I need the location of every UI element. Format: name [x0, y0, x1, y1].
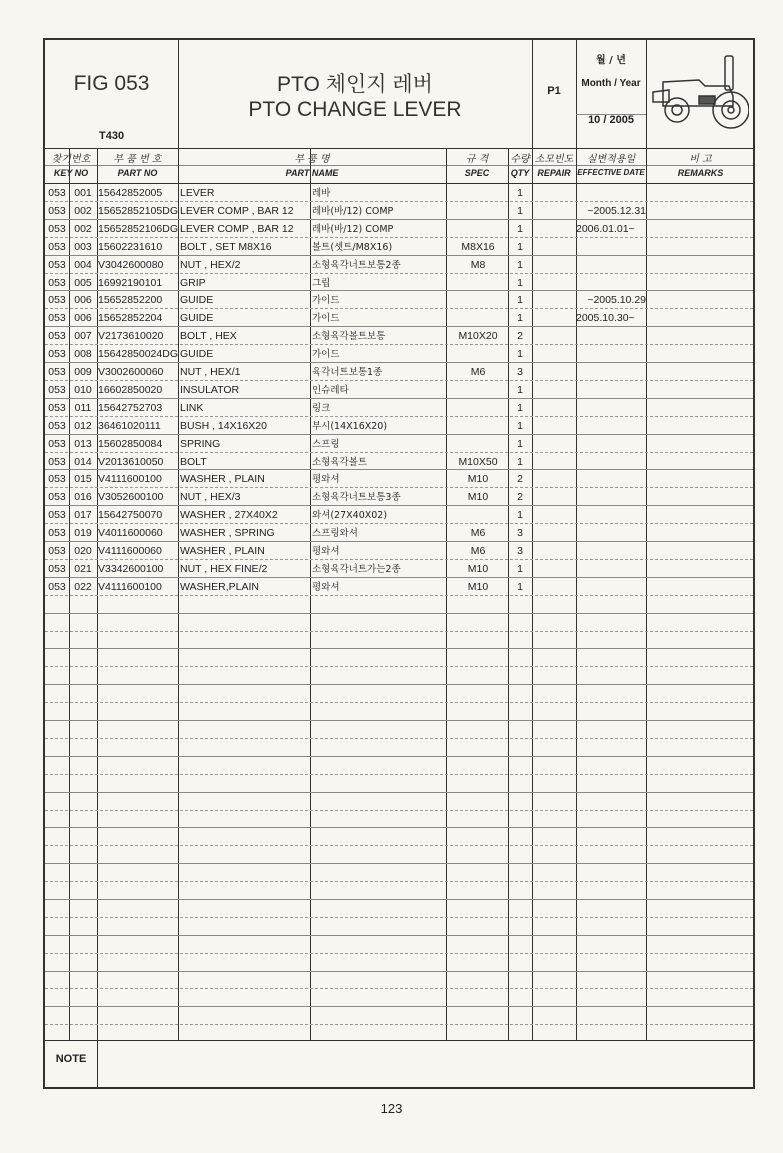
- table-cell-fig: 053: [48, 563, 66, 575]
- table-cell-fig: 053: [48, 545, 66, 557]
- table-cell-name_en: BUSH , 14X16X20: [180, 420, 267, 432]
- h-line: [45, 1024, 753, 1025]
- table-cell-qty: 3: [517, 527, 523, 539]
- table-cell-key: 006: [74, 294, 92, 306]
- h-line: [45, 1040, 753, 1041]
- header-remarks-en: REMARKS: [677, 168, 724, 178]
- table-cell-name_en: WASHER , 27X40X2: [180, 509, 278, 521]
- table-cell-name_en: WASHER , SPRING: [180, 527, 275, 539]
- table-cell-part: V4111600100: [98, 581, 162, 593]
- header-qty-en: QTY: [510, 168, 530, 178]
- table-cell-qty: 3: [517, 366, 523, 378]
- table-cell-eff: [576, 543, 646, 560]
- table-cell-name_ko: 인슈레타: [312, 385, 349, 396]
- h-line: [45, 326, 753, 327]
- table-cell-key: 021: [74, 563, 92, 575]
- table-cell-eff: [576, 579, 646, 596]
- month-year-label-ko: 월 / 년: [596, 55, 626, 66]
- table-cell-qty: 1: [517, 438, 523, 450]
- table-cell-key: 022: [74, 581, 92, 593]
- header-repair-en: REPAIR: [537, 168, 571, 178]
- table-cell-fig: 053: [48, 294, 66, 306]
- table-cell-part: V4011600060: [98, 527, 163, 539]
- table-cell-eff: [576, 561, 646, 578]
- table-cell-qty: 3: [517, 545, 523, 557]
- table-cell-name_ko: 부시(14X16X20): [312, 421, 388, 432]
- page-number: 123: [380, 1101, 403, 1116]
- h-line: [45, 720, 753, 721]
- table-cell-name_ko: 소형육각너트보통2종: [312, 260, 401, 271]
- table-cell-part: 15642752703: [98, 402, 163, 414]
- header-spec-en: SPEC: [464, 168, 490, 178]
- table-cell-name_en: WASHER , PLAIN: [180, 473, 265, 485]
- table-cell-qty: 1: [517, 581, 523, 593]
- table-cell-part: 15642750070: [98, 509, 163, 521]
- h-line: [45, 452, 753, 453]
- h-line: [45, 899, 753, 900]
- table-cell-fig: 053: [48, 491, 66, 503]
- table-cell-part: V3052600100: [98, 491, 164, 503]
- table-cell-spec: M6: [470, 366, 486, 378]
- table-cell-spec: M10: [467, 491, 489, 503]
- table-cell-name_ko: 스프링: [312, 439, 340, 450]
- table-cell-name_ko: 소형육각볼트보통: [312, 331, 386, 342]
- table-cell-eff: ~2005.10.29: [587, 294, 646, 306]
- table-cell-fig: 053: [48, 205, 66, 217]
- header-key-ko: 찾기번호: [51, 154, 91, 165]
- h-line: [45, 380, 753, 381]
- note-label: NOTE: [55, 1053, 87, 1065]
- table-cell-key: 001: [74, 187, 92, 199]
- h-line: [45, 290, 753, 291]
- header-repair-ko: 소모빈도: [534, 154, 574, 165]
- h-line: [45, 792, 753, 793]
- v-line: [576, 40, 577, 148]
- table-cell-eff: [576, 382, 646, 399]
- h-line: [45, 344, 753, 345]
- h-line: [45, 666, 753, 667]
- h-line: [45, 469, 753, 470]
- table-cell-eff: [576, 418, 646, 435]
- table-cell-name_ko: 육각너트보통1종: [312, 367, 383, 378]
- table-cell-eff: [576, 364, 646, 381]
- header-part-ko: 부 품 번 호: [113, 154, 162, 165]
- table-cell-name_ko: 소형육각볼트: [312, 457, 368, 468]
- header-name-en: PART NAME: [285, 168, 339, 178]
- table-cell-name_ko: 가이드: [312, 295, 340, 306]
- month-year-value: 10 / 2005: [588, 114, 634, 126]
- table-cell-eff: [576, 346, 646, 363]
- fig-number: FIG 053: [73, 72, 150, 95]
- sheet-page: P1: [547, 85, 561, 97]
- h-line: [45, 273, 753, 274]
- header-eff-en: EFFECTIVE DATE: [577, 168, 645, 177]
- table-cell-key: 003: [74, 241, 92, 253]
- h-line: [45, 201, 753, 202]
- h-line: [45, 648, 753, 649]
- h-line: [576, 114, 646, 115]
- table-cell-eff: [576, 400, 646, 417]
- h-line: [45, 863, 753, 864]
- header-remarks-ko: 비 고: [689, 154, 712, 165]
- table-cell-qty: 1: [517, 420, 523, 432]
- table-cell-fig: 053: [48, 473, 66, 485]
- table-cell-key: 012: [74, 420, 92, 432]
- table-cell-fig: 053: [48, 187, 66, 199]
- table-cell-spec: M10: [467, 581, 489, 593]
- table-cell-qty: 2: [517, 473, 523, 485]
- table-cell-fig: 053: [48, 527, 66, 539]
- table-cell-name_en: BOLT , SET M8X16: [180, 241, 272, 253]
- h-line: [45, 505, 753, 506]
- table-cell-qty: 1: [517, 563, 523, 575]
- h-line: [45, 1006, 753, 1007]
- h-line: [45, 398, 753, 399]
- h-line: [45, 237, 753, 238]
- table-cell-key: 006: [74, 312, 92, 324]
- table-cell-key: 005: [74, 277, 92, 289]
- table-cell-name_ko: 평와셔: [312, 474, 340, 485]
- header-eff-ko: 실변적용일: [586, 154, 636, 165]
- table-cell-name_en: BOLT , HEX: [180, 330, 237, 342]
- table-cell-name_ko: 와셔(27X40X02): [312, 510, 388, 521]
- h-line: [45, 487, 753, 488]
- table-cell-spec: [448, 185, 508, 202]
- table-cell-part: 15652852204: [98, 312, 163, 324]
- h-line: [45, 738, 753, 739]
- h-line: [45, 684, 753, 685]
- table-cell-eff: [576, 507, 646, 524]
- table-cell-part: 15652852105DG: [98, 205, 178, 217]
- table-cell-eff: [576, 525, 646, 542]
- parts-sheet: [43, 38, 755, 1089]
- h-line: [45, 827, 753, 828]
- table-cell-qty: 1: [517, 277, 523, 289]
- table-cell-qty: 1: [517, 402, 523, 414]
- table-cell-qty: 1: [517, 348, 523, 360]
- table-cell-key: 008: [74, 348, 92, 360]
- h-line: [45, 935, 753, 936]
- h-line: [45, 219, 753, 220]
- table-cell-name_en: GUIDE: [180, 312, 214, 324]
- table-cell-spec: [448, 382, 508, 399]
- h-line: [45, 577, 753, 578]
- table-cell-eff: [576, 257, 646, 274]
- table-cell-spec: [448, 400, 508, 417]
- table-cell-spec: M6: [470, 545, 486, 557]
- table-cell-qty: 1: [517, 509, 523, 521]
- table-cell-name_en: NUT , HEX FINE/2: [180, 563, 268, 575]
- table-cell-name_ko: 레바: [312, 188, 331, 199]
- table-cell-part: 15602850084: [98, 438, 163, 450]
- table-cell-eff: [576, 185, 646, 202]
- table-cell-name_ko: 가이드: [312, 313, 340, 324]
- table-cell-key: 010: [74, 384, 92, 396]
- table-cell-key: 009: [74, 366, 92, 378]
- header-key-en: KEY NO: [53, 168, 89, 178]
- table-cell-name_en: NUT , HEX/1: [180, 366, 241, 378]
- table-cell-fig: 053: [48, 420, 66, 432]
- table-cell-fig: 053: [48, 509, 66, 521]
- h-line: [45, 631, 753, 632]
- h-line: [45, 541, 753, 542]
- table-cell-key: 016: [74, 491, 92, 503]
- table-cell-qty: 2: [517, 491, 523, 503]
- table-cell-fig: 053: [48, 402, 66, 414]
- table-cell-eff: [576, 489, 646, 506]
- table-cell-name_ko: 가이드: [312, 349, 340, 360]
- table-cell-part: 16602850020: [98, 384, 163, 396]
- tractor-icon: [649, 52, 749, 132]
- table-cell-qty: 2: [517, 330, 523, 342]
- table-cell-spec: [448, 436, 508, 453]
- table-cell-qty: 1: [517, 294, 523, 306]
- table-cell-fig: 053: [48, 456, 66, 468]
- table-cell-name_en: SPRING: [180, 438, 221, 450]
- header-part-en: PART NO: [117, 168, 158, 178]
- table-cell-name_ko: 스프링와셔: [312, 528, 358, 539]
- table-cell-spec: M10X50: [458, 456, 498, 468]
- table-cell-eff: ~2005.12.31: [587, 205, 646, 217]
- table-cell-eff: [576, 328, 646, 345]
- table-cell-part: V2013610050: [98, 456, 164, 468]
- table-cell-spec: M6: [470, 527, 486, 539]
- table-cell-spec: M10X20: [458, 330, 498, 342]
- table-cell-eff: 2005.10.30~: [576, 312, 635, 324]
- table-cell-name_ko: 소형육각너트보통3종: [312, 492, 401, 503]
- table-cell-spec: [448, 346, 508, 363]
- table-cell-part: V4111600060: [98, 545, 162, 557]
- table-cell-name_en: GUIDE: [180, 294, 214, 306]
- table-cell-qty: 1: [517, 384, 523, 396]
- table-cell-key: 002: [74, 205, 92, 217]
- h-line: [45, 756, 753, 757]
- table-cell-fig: 053: [48, 366, 66, 378]
- v-line: [646, 40, 647, 148]
- table-cell-fig: 053: [48, 277, 66, 289]
- v-line: [532, 40, 533, 148]
- h-line: [45, 559, 753, 560]
- h-line: [45, 416, 753, 417]
- table-cell-part: 16992190101: [98, 277, 163, 289]
- table-cell-eff: [576, 239, 646, 256]
- table-cell-spec: [448, 507, 508, 524]
- h-line: [45, 702, 753, 703]
- table-cell-name_en: WASHER , PLAIN: [180, 545, 265, 557]
- table-cell-qty: 1: [517, 312, 523, 324]
- table-cell-spec: M8: [470, 259, 486, 271]
- header-spec-ko: 규 격: [465, 154, 489, 165]
- table-cell-part: 15642852005: [98, 187, 163, 199]
- table-cell-key: 019: [74, 527, 92, 539]
- h-line: [45, 255, 753, 256]
- table-cell-key: 004: [74, 259, 92, 271]
- v-line: [97, 1040, 98, 1089]
- h-line: [45, 434, 753, 435]
- table-cell-qty: 1: [517, 259, 523, 271]
- table-cell-name_en: GRIP: [180, 277, 206, 289]
- table-cell-name_en: LEVER COMP , BAR 12: [180, 205, 294, 217]
- table-cell-part: V2173610020: [98, 330, 164, 342]
- table-cell-spec: [448, 203, 508, 220]
- table-cell-name_en: LINK: [180, 402, 204, 414]
- table-cell-fig: 053: [48, 223, 66, 235]
- table-cell-name_ko: 그립: [312, 278, 331, 289]
- table-cell-fig: 053: [48, 330, 66, 342]
- table-cell-part: V3042600080: [98, 259, 164, 271]
- header-name-ko: 부 품 명: [294, 154, 330, 165]
- h-line: [45, 595, 753, 596]
- table-cell-key: 017: [74, 509, 92, 521]
- table-cell-name_en: LEVER COMP , BAR 12: [180, 223, 294, 235]
- table-cell-name_en: NUT , HEX/2: [180, 259, 241, 271]
- h-line: [45, 953, 753, 954]
- table-cell-name_en: WASHER,PLAIN: [180, 581, 259, 593]
- table-cell-name_ko: 평와셔: [312, 582, 340, 593]
- table-cell-name_ko: 평와셔: [312, 546, 340, 557]
- title-korean: PTO 체인지 레버: [277, 73, 433, 96]
- table-cell-fig: 053: [48, 259, 66, 271]
- h-line: [45, 613, 753, 614]
- table-cell-spec: [448, 292, 508, 309]
- table-cell-qty: 1: [517, 205, 523, 217]
- table-cell-eff: [576, 436, 646, 453]
- table-cell-part: 15602231610: [98, 241, 163, 253]
- table-cell-fig: 053: [48, 241, 66, 253]
- table-cell-name_en: NUT , HEX/3: [180, 491, 241, 503]
- table-cell-spec: [448, 310, 508, 327]
- h-line: [45, 845, 753, 846]
- table-cell-eff: 2006.01.01~: [576, 223, 635, 235]
- table-cell-part: V3342600100: [98, 563, 164, 575]
- table-cell-qty: 1: [517, 241, 523, 253]
- table-cell-qty: 1: [517, 187, 523, 199]
- table-cell-name_en: LEVER: [180, 187, 215, 199]
- table-cell-part: 36461020111: [98, 420, 161, 432]
- table-cell-key: 002: [74, 223, 92, 235]
- table-cell-qty: 1: [517, 456, 523, 468]
- table-cell-part: 15652852106DG: [98, 223, 178, 235]
- table-cell-spec: M8X16: [461, 241, 495, 253]
- table-cell-eff: [576, 471, 646, 488]
- table-cell-key: 007: [74, 330, 92, 342]
- table-cell-name_en: INSULATOR: [180, 384, 240, 396]
- h-line: [45, 917, 753, 918]
- table-cell-fig: 053: [48, 348, 66, 360]
- table-cell-part: V4111600100: [98, 473, 162, 485]
- table-cell-part: 15652852200: [98, 294, 163, 306]
- table-cell-fig: 053: [48, 312, 66, 324]
- table-cell-name_ko: 레바(바/12) COMP: [312, 224, 394, 235]
- h-line: [45, 308, 753, 309]
- title-english: PTO CHANGE LEVER: [248, 98, 462, 121]
- table-cell-name_en: GUIDE: [180, 348, 214, 360]
- month-year-label-en: Month / Year: [581, 78, 641, 89]
- table-cell-key: 013: [74, 438, 92, 450]
- h-line: [45, 810, 753, 811]
- model-code: T430: [99, 130, 125, 142]
- table-cell-spec: M10: [467, 563, 489, 575]
- table-cell-spec: [448, 221, 508, 238]
- table-cell-name_ko: 소형육각너트가는2종: [312, 564, 401, 575]
- table-cell-spec: M10: [467, 473, 489, 485]
- table-cell-key: 015: [74, 473, 92, 485]
- h-line: [45, 988, 753, 989]
- h-line: [45, 774, 753, 775]
- table-cell-key: 011: [74, 402, 92, 414]
- h-line: [45, 881, 753, 882]
- v-line: [178, 40, 179, 148]
- table-cell-name_en: BOLT: [180, 456, 207, 468]
- table-cell-qty: 1: [517, 223, 523, 235]
- table-cell-name_ko: 링크: [312, 403, 331, 414]
- table-cell-fig: 053: [48, 384, 66, 396]
- header-qty-ko: 수량: [510, 154, 530, 165]
- table-cell-name_ko: 볼트(셋트/M8X16): [312, 242, 393, 253]
- table-cell-key: 020: [74, 545, 92, 557]
- table-cell-fig: 053: [48, 438, 66, 450]
- h-line: [45, 523, 753, 524]
- h-line: [45, 971, 753, 972]
- table-cell-fig: 053: [48, 581, 66, 593]
- table-cell-key: 014: [74, 456, 92, 468]
- table-cell-part: V3002600060: [98, 366, 164, 378]
- table-cell-spec: [448, 418, 508, 435]
- table-cell-part: 15642850024DG: [98, 348, 178, 360]
- h-line: [45, 362, 753, 363]
- table-cell-name_ko: 레바(바/12) COMP: [312, 206, 394, 217]
